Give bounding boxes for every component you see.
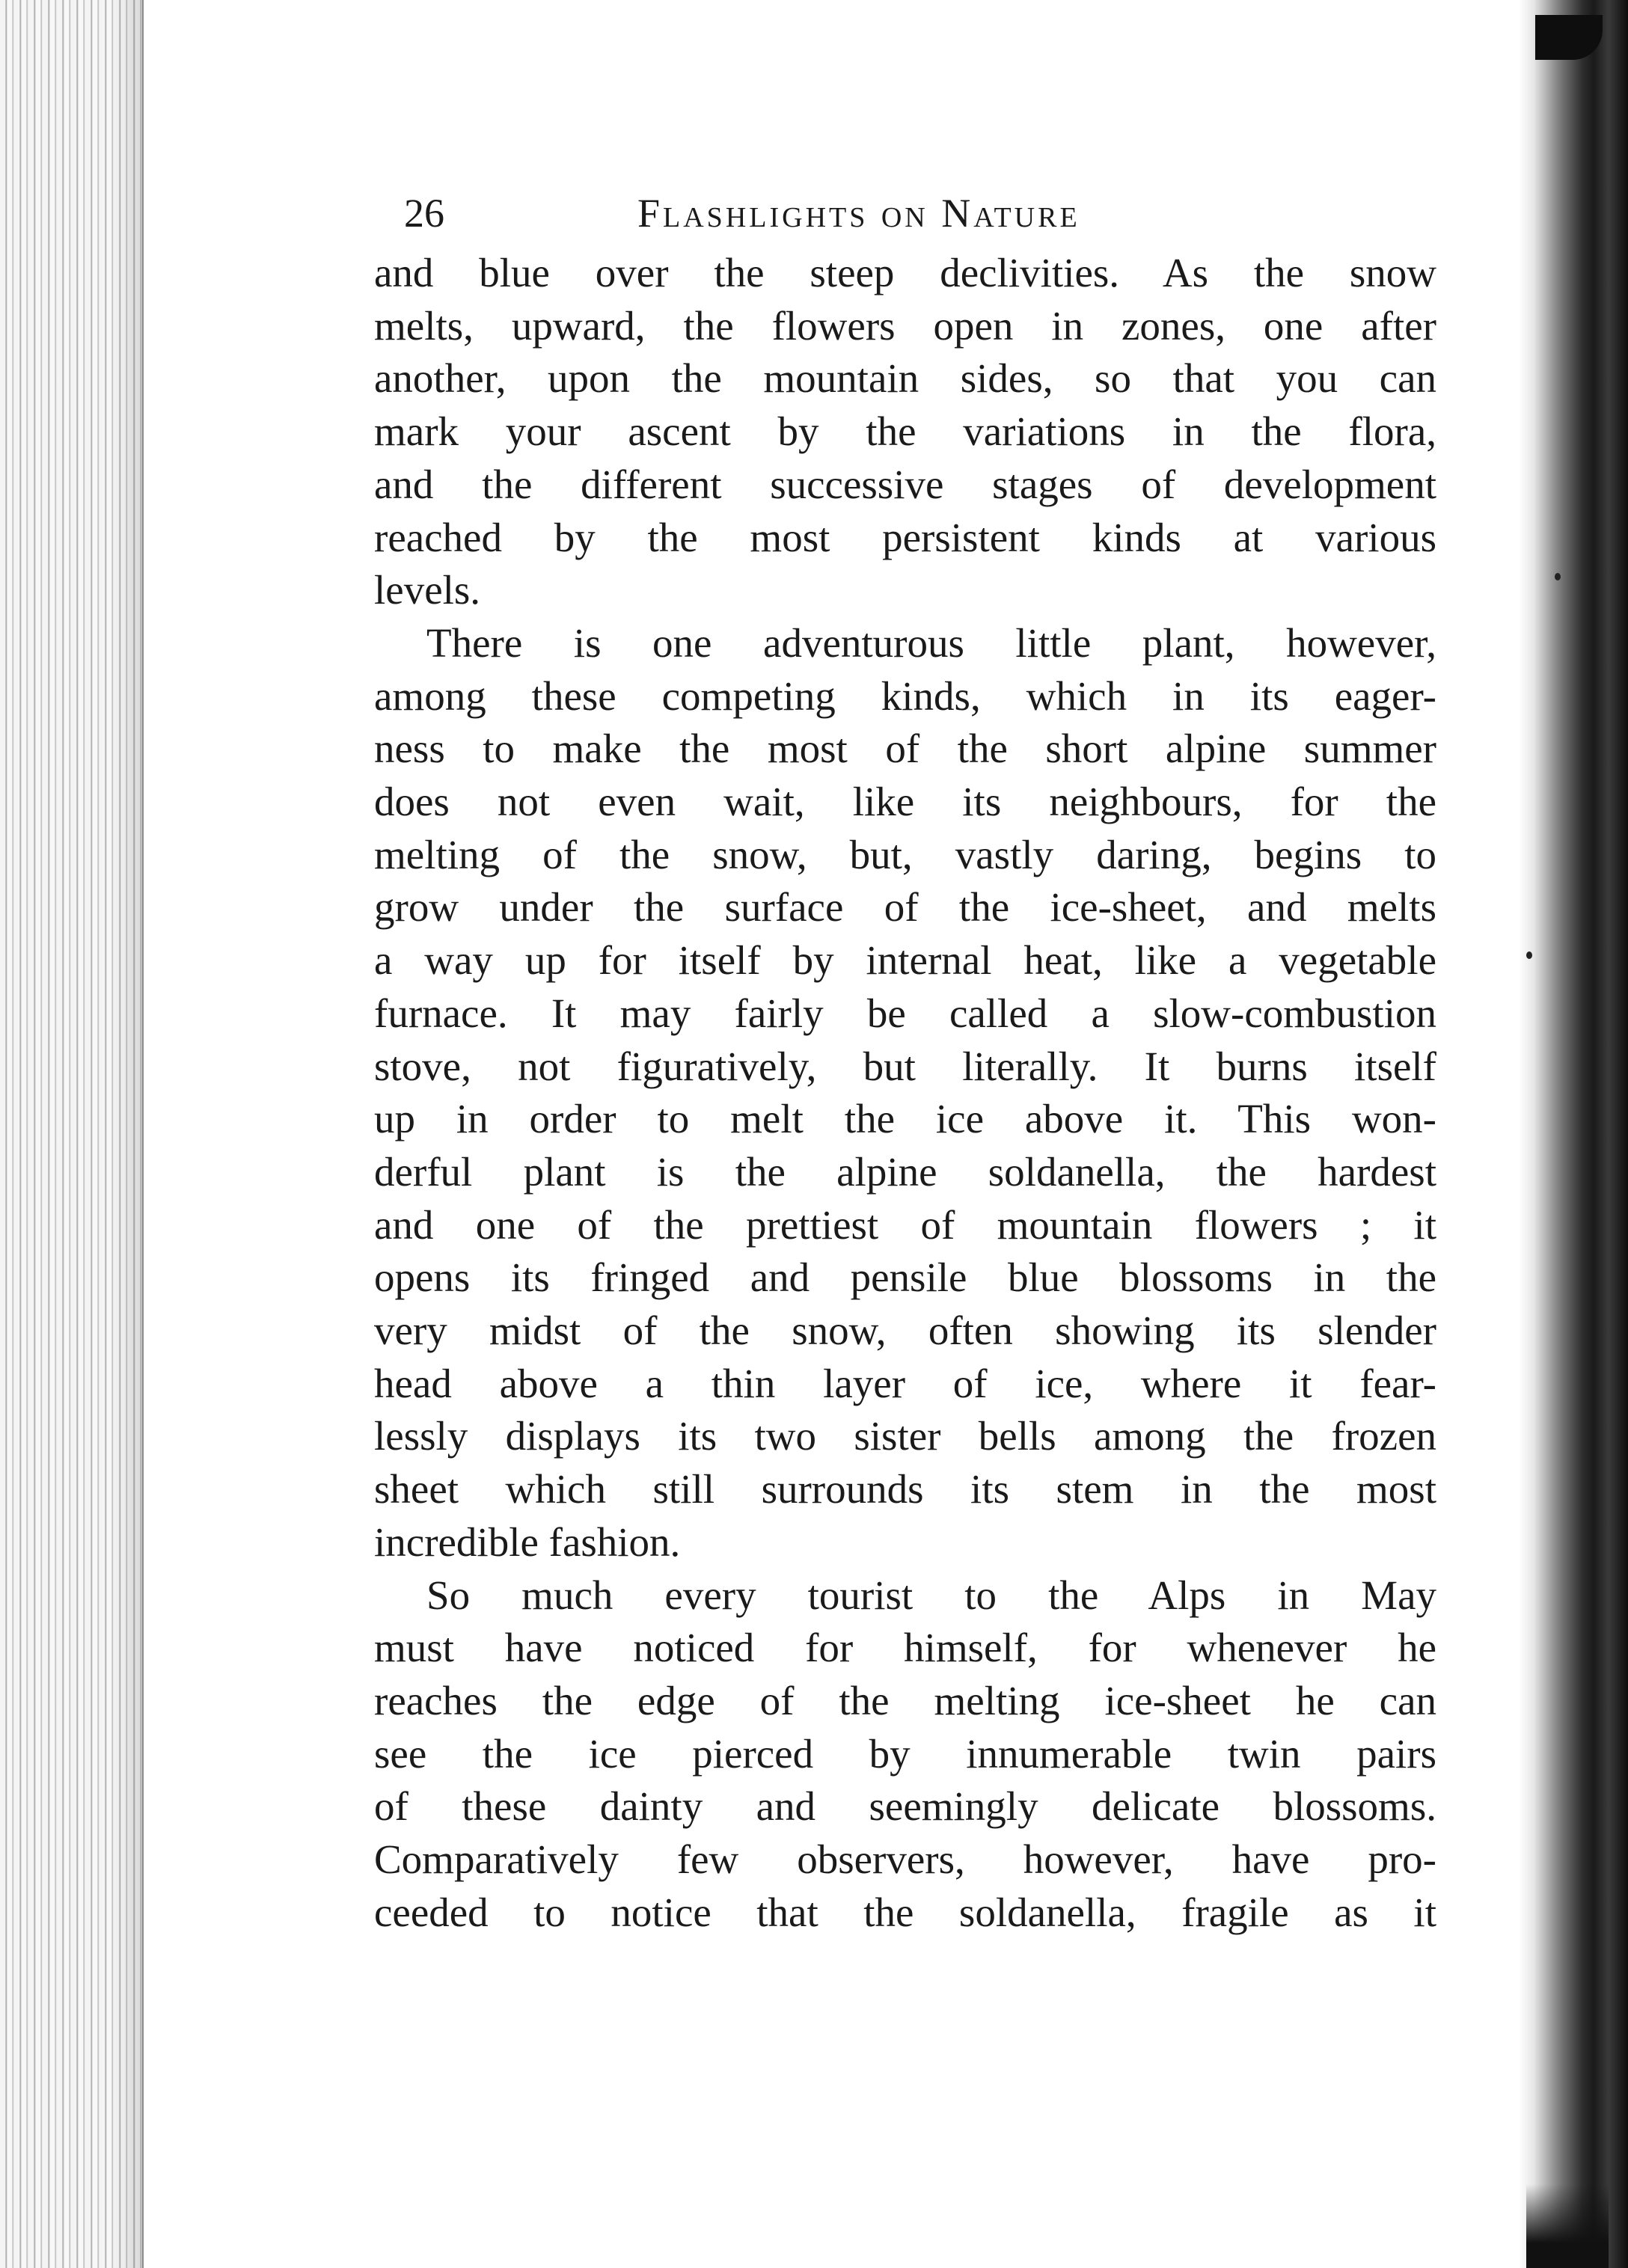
text-line: melting of the snow, but, vastly daring, begins to bbox=[374, 831, 1436, 877]
text-line: ness to make the most of the short alpine summer bbox=[374, 726, 1436, 772]
text-line: see the ice pierced by innumerable twin pairs bbox=[374, 1730, 1436, 1777]
text-line: reaches the edge of the melting ice-sheet he can bbox=[374, 1677, 1436, 1723]
text-line: and one of the prettiest of mountain flowers ; it bbox=[374, 1201, 1436, 1248]
scan-speck bbox=[1555, 573, 1561, 580]
text-line: incredible fashion. bbox=[374, 1518, 681, 1565]
text-line: lessly displays its two sister bells among the frozen bbox=[374, 1413, 1436, 1459]
text-line: reached by the most persistent kinds at various bbox=[374, 514, 1436, 560]
text-line: ceeded to notice that the soldanella, fragile as it bbox=[374, 1889, 1436, 1935]
page-number: 26 bbox=[404, 191, 444, 236]
text-line: stove, not figuratively, but literally. It burns itself bbox=[374, 1043, 1436, 1089]
paragraph bbox=[374, 1569, 1436, 1940]
text-line: furnace. It may fairly be called a slow-combustion bbox=[374, 990, 1436, 1036]
text-line: opens its fringed and pensile blue blossoms in the bbox=[374, 1254, 1436, 1301]
text-line: and the different successive stages of development bbox=[374, 461, 1436, 507]
text-line: and blue over the steep declivities. As the snow bbox=[374, 250, 1436, 295]
text-line: melts, upward, the flowers open in zones, one after bbox=[374, 302, 1436, 349]
text-line: sheet which still surrounds its stem in the most bbox=[374, 1466, 1436, 1512]
text-line: levels. bbox=[374, 567, 481, 613]
left-edge-shadow bbox=[112, 0, 142, 2268]
paragraph bbox=[374, 247, 1436, 617]
text-line: grow under the surface of the ice-sheet, and melts bbox=[374, 884, 1436, 931]
text-line: There is one adventurous little plant, however, bbox=[426, 619, 1436, 666]
scan-speck bbox=[1526, 951, 1532, 959]
text-line: very midst of the snow, often showing its slender bbox=[374, 1308, 1436, 1354]
book-binding-shadow bbox=[1519, 0, 1628, 2268]
text-line: Comparatively few observers, however, have pro- bbox=[374, 1836, 1436, 1883]
text-line: among these competing kinds, which in its eager- bbox=[374, 672, 1436, 719]
book-page bbox=[374, 180, 1436, 1940]
text-line: of these dainty and seemingly delicate blossoms. bbox=[374, 1783, 1436, 1830]
text-line: a way up for itself by internal heat, like a vegetable bbox=[374, 937, 1436, 984]
running-title: Flashlights on Nature bbox=[637, 191, 1080, 236]
text-line: another, upon the mountain sides, so that you can bbox=[374, 355, 1436, 402]
text-line: So much every tourist to the Alps in May bbox=[426, 1572, 1436, 1618]
text-line: up in order to melt the ice above it. This won- bbox=[374, 1096, 1436, 1142]
text-line: does not even wait, like its neighbours, for the bbox=[374, 779, 1436, 825]
binding-bottom-shadow bbox=[1526, 2184, 1609, 2268]
text-line: derful plant is the alpine soldanella, the hardest bbox=[374, 1148, 1436, 1195]
text-line: must have noticed for himself, for whenever he bbox=[374, 1625, 1436, 1671]
paragraph bbox=[374, 617, 1436, 1569]
running-head bbox=[374, 180, 1436, 247]
text-line: head above a thin layer of ice, where it fear- bbox=[374, 1360, 1436, 1406]
text-line: mark your ascent by the variations in the flora, bbox=[374, 408, 1436, 455]
body-text bbox=[374, 247, 1436, 1940]
